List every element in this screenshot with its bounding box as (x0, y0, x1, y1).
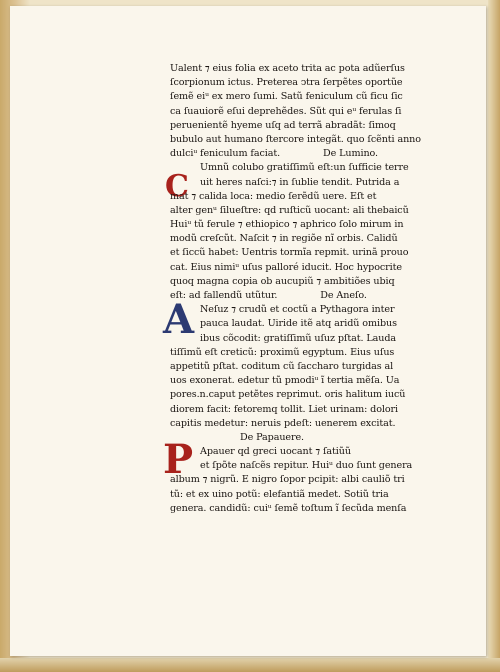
section-aneso (170, 303, 450, 431)
text-line: genera. candidũ: cuiᵘ ſemẽ toſtum ĩ ſecũda menſa (170, 502, 407, 514)
heading-aneso: De Aneſo. (320, 290, 367, 301)
text-column (170, 62, 450, 516)
section-papauere (170, 445, 450, 516)
initial-p-red: P (163, 436, 194, 483)
text-line: uos exonerat. edetur tũ pmodiᵘ ĩ tertia mẽſa. Ua (170, 375, 400, 387)
text-line (170, 147, 450, 161)
page-edge-bottom (0, 658, 500, 672)
text-line (170, 289, 450, 303)
text-line: appetitũ pſtat. coditum cũ ſaccharo turgidas al (170, 360, 394, 372)
heading-cumino: De Lumino. (323, 148, 379, 160)
text-line: Neſuz ⁊ crudũ et coctũ a Pythagora inter (200, 304, 395, 316)
text-line: Huiᵘ tũ ferule ⁊ ethiopico ⁊ aphrico ſolo mirum in (170, 219, 404, 231)
text-line: Ualent ⁊ eius folia ex aceto trita ac pota adũerſus (170, 63, 405, 74)
page-edge-right (488, 0, 500, 672)
text-line: peruenientẽ hyeme uſq ad terrã abradãt: ſimoq (170, 119, 396, 131)
text-line: bubulo aut humano ſtercore integãt. quo ſcẽnti anno (170, 133, 421, 145)
text-line: capitis medetur: neruis pdeſt: uenerem excitat. (170, 417, 396, 429)
heading-papauere: De Papauere. (240, 431, 304, 443)
text-line: modũ creſcũt. Naſcit ⁊ in regiõe nĩ orbis. Calidũ (170, 233, 398, 245)
initial-a-blue: A (163, 296, 195, 343)
initial-c-red: C (165, 169, 189, 204)
text-line: mat ⁊ calida loca: medio ſerẽdũ uere. Eſt et (170, 190, 377, 202)
text-line: uit heres naſci:⁊ in ſublie tendit. Putrida a (200, 176, 400, 188)
text-line: alter genᵘ ſilueſtre: qd ruſticũ uocant: ali thebaicũ (170, 204, 409, 216)
section-cumino (170, 161, 450, 303)
text-line: ibus cõcodit: gratiſſimũ uſuz pſtat. Lauda (200, 332, 397, 344)
text-line: tũ: et ex uino potũ: elefantiã medet. Sotiũ tria (170, 488, 389, 500)
text-line: pauca laudat. Uiride itẽ atq aridũ omibus (200, 318, 397, 330)
text-line-end: dulciᵘ feniculum faciat. (170, 148, 281, 160)
text-line: quoq magna copia ob aucupiũ ⁊ ambitiões ubiq (170, 275, 395, 287)
text-line: diorem facit: fetoremq tollit. Liet urinam: dolori (170, 403, 398, 415)
text-line-end: eſt: ad fallendũ utũtur. (170, 290, 278, 301)
text-line: cat. Eius nimiᵘ uſus palloré iducit. Hoc hypocrite (170, 261, 402, 273)
text-line: Umnũ colubo gratiſſimũ eſt:un ſufficie terre (200, 162, 409, 174)
text-line: ſemẽ eiᵘ ex mero ſumi. Satũ feniculum cũ ficu ſic (170, 91, 403, 103)
text-line: pores.n.caput petẽtes reprimut. oris halitum iucũ (170, 389, 406, 401)
text-line: album ⁊ nigrũ. E nigro ſopor pcipit: albi cauliõ tri (170, 474, 405, 486)
text-line: Apauer qd greci uocant ⁊ ſatiũũ (200, 446, 351, 458)
text-line: et ſpõte naſcẽs repitur. Huiᵘ duo ſunt genera (200, 460, 413, 472)
text-line: ca ſuauiorẽ eſui deprehẽdes. Sũt qui eᵘ ferulas ſi (170, 105, 402, 117)
text-line: ſcorpionum ictus. Preterea ↄtra ſerpẽtes oportũe (170, 77, 403, 89)
text-line: et ſiccũ habet: Uentris tormĩa repmit. urinã prouo (170, 247, 409, 259)
section-feniculum (170, 62, 450, 161)
text-line: tiſſimũ eſt creticũ: proximũ egyptum. Eius uſus (170, 346, 395, 358)
